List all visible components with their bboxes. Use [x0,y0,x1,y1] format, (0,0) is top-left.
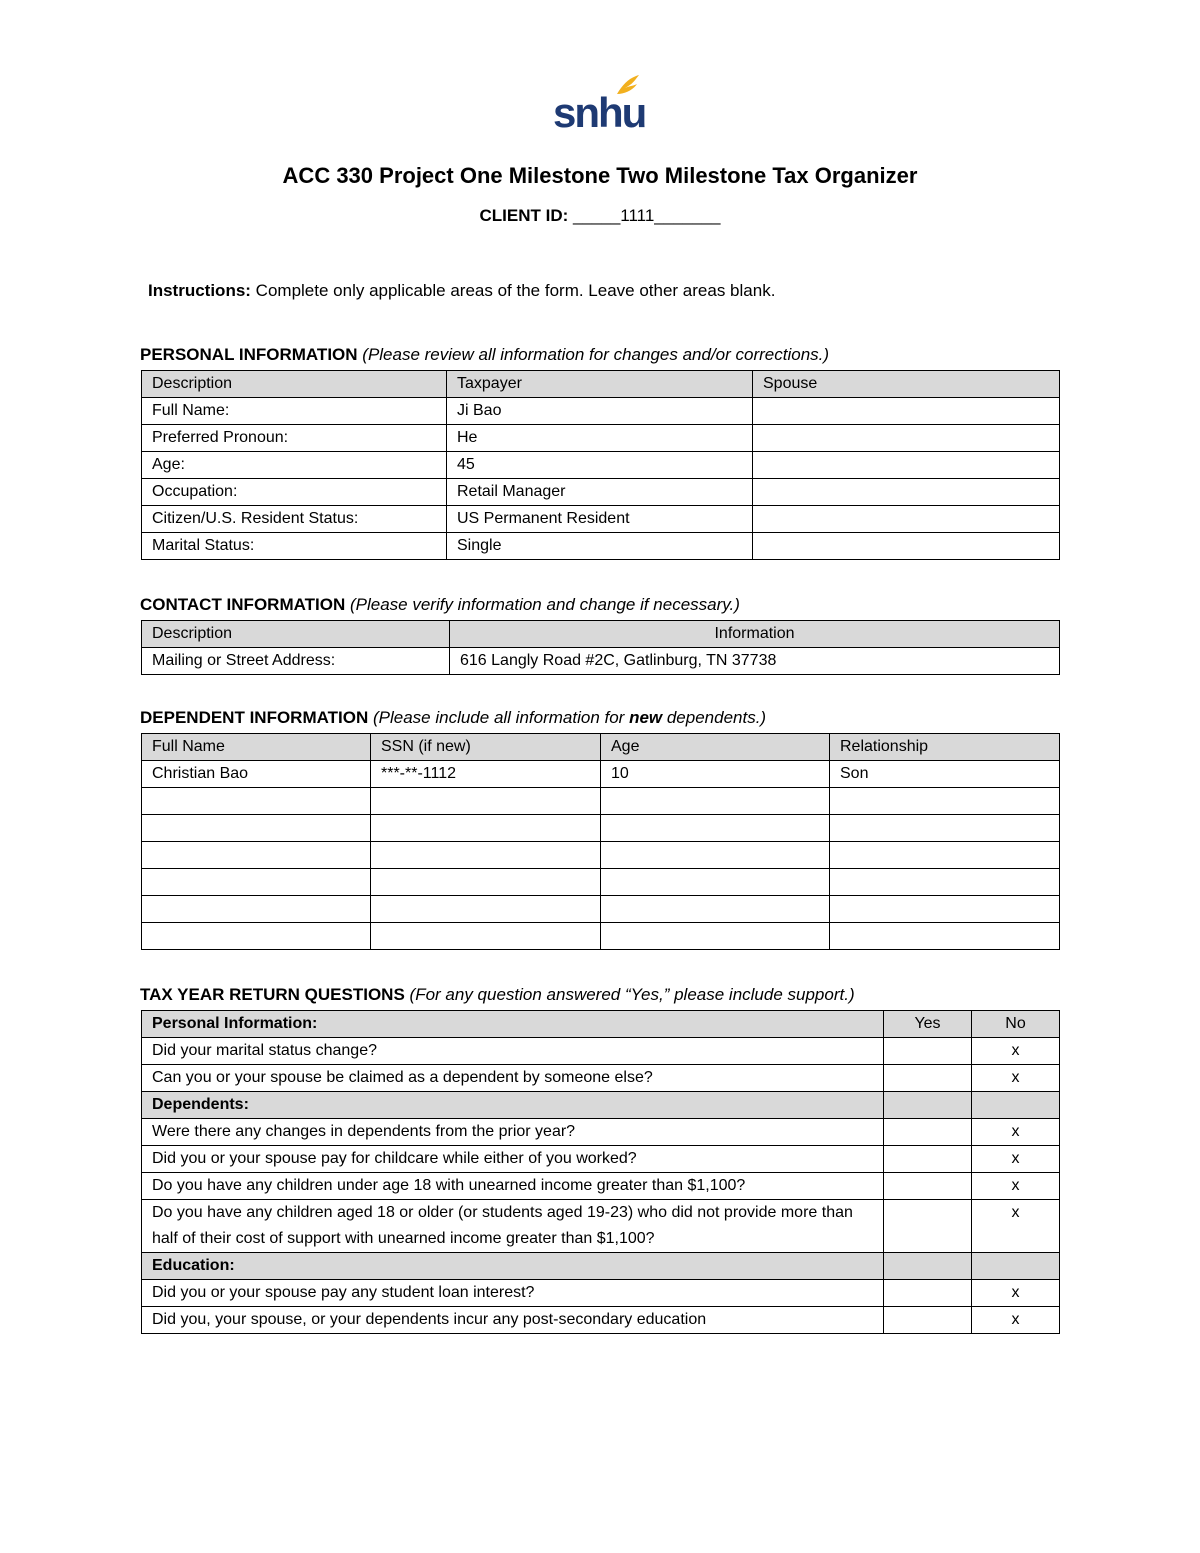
column-header: Age [601,734,830,761]
table-row [142,815,1060,842]
column-header: Relationship [830,734,1060,761]
dependent-age[interactable] [601,923,830,950]
table-row [142,425,1060,452]
category-blank-cell [972,1253,1060,1280]
dependent-ssn[interactable] [371,923,601,950]
tax-year-heading-text: TAX YEAR RETURN QUESTIONS [140,985,405,1004]
dependent-ssn[interactable] [371,788,601,815]
question-text: Did you or your spouse pay any student loan interest? [142,1280,884,1307]
no-column-header: No [972,1011,1060,1038]
dependent-name[interactable] [142,869,371,896]
table-row [142,896,1060,923]
question-row [142,1119,1060,1146]
taxpayer-value[interactable]: 45 [447,452,753,479]
dependent-heading-text: DEPENDENT INFORMATION [140,708,369,727]
tax-year-heading [140,984,855,1006]
dependent-heading-note [373,708,766,727]
dependent-info-table [141,733,1060,950]
dependent-age[interactable] [601,842,830,869]
note-part: dependents.) [662,708,767,727]
document-title: ACC 330 Project One Milestone Two Milestone Tax Organizer [282,163,918,188]
question-text: Do you have any children aged 18 or older (or students aged 19-23) who did not provide more than half of their cost of support with unearned income greater than $1,100? [142,1200,884,1253]
taxpayer-value[interactable]: Ji Bao [447,398,753,425]
table-row [142,788,1060,815]
column-header: Description [142,621,450,648]
dependent-name[interactable] [142,788,371,815]
question-text: Did you, your spouse, or your dependents incur any post-secondary education [142,1307,884,1334]
taxpayer-value[interactable]: US Permanent Resident [447,506,753,533]
yes-answer-cell[interactable] [884,1065,972,1092]
yes-answer-cell[interactable] [884,1038,972,1065]
yes-column-header: Yes [884,1011,972,1038]
dependent-age[interactable] [601,869,830,896]
column-header: Description [142,371,447,398]
table-row [142,869,1060,896]
question-text: Do you have any children under age 18 with unearned income greater than $1,100? [142,1173,884,1200]
table-header-row [142,371,1060,398]
personal-heading-note: (Please review all information for changes and/or corrections.) [362,345,830,364]
table-row [142,761,1060,788]
personal-heading-text: PERSONAL INFORMATION [140,345,358,364]
dependent-name[interactable] [142,923,371,950]
client-id-value: _____1111_______ [573,206,721,225]
note-part: (Please include all information for [372,708,630,727]
taxpayer-value[interactable]: He [447,425,753,452]
table-header-row [142,734,1060,761]
dependent-ssn[interactable]: ***-**-1112 [371,761,601,788]
dependent-ssn[interactable] [371,815,601,842]
yes-answer-cell[interactable] [884,1173,972,1200]
dependent-name[interactable] [142,896,371,923]
note-emphasis: new [629,708,663,727]
category-row-education [142,1253,1060,1280]
category-blank-cell [972,1092,1060,1119]
question-text: Did your marital status change? [142,1038,884,1065]
spouse-value[interactable] [753,479,1060,506]
no-answer-cell[interactable]: x [972,1307,1060,1334]
contact-heading-text: CONTACT INFORMATION [140,595,346,614]
category-label: Personal Information: [142,1011,884,1038]
table-row [142,842,1060,869]
contact-info-table [141,620,1060,675]
yes-answer-cell[interactable] [884,1146,972,1173]
dependent-relationship[interactable] [830,869,1060,896]
question-row [142,1280,1060,1307]
field-label: Full Name: [142,398,447,425]
category-row-dependents [142,1092,1060,1119]
question-text: Can you or your spouse be claimed as a dependent by someone else? [142,1065,884,1092]
spouse-value[interactable] [753,506,1060,533]
dependent-relationship[interactable]: Son [830,761,1060,788]
category-label: Dependents: [142,1092,884,1119]
no-answer-cell[interactable]: x [972,1173,1060,1200]
category-blank-cell [884,1253,972,1280]
dependent-age[interactable] [601,788,830,815]
yes-answer-cell[interactable] [884,1307,972,1334]
dependent-relationship[interactable] [830,842,1060,869]
dependent-ssn[interactable] [371,896,601,923]
dependent-relationship[interactable] [830,896,1060,923]
table-row [142,398,1060,425]
spouse-value[interactable] [753,425,1060,452]
category-label: Education: [142,1253,884,1280]
field-label: Occupation: [142,479,447,506]
personal-info-heading [140,344,829,366]
taxpayer-value[interactable]: Retail Manager [447,479,753,506]
instructions [148,279,775,303]
contact-info-heading [140,594,740,616]
question-row [142,1307,1060,1334]
table-row [142,923,1060,950]
table-row [142,506,1060,533]
question-row [142,1200,1060,1253]
table-row [142,452,1060,479]
no-answer-cell[interactable]: x [972,1146,1060,1173]
spouse-value[interactable] [753,452,1060,479]
field-label: Marital Status: [142,533,447,560]
spouse-value[interactable] [753,533,1060,560]
dependent-name[interactable] [142,842,371,869]
field-label: Preferred Pronoun: [142,425,447,452]
dependent-age[interactable]: 10 [601,761,830,788]
dependent-relationship[interactable] [830,788,1060,815]
client-id [0,204,1200,228]
spouse-value[interactable] [753,398,1060,425]
no-answer-cell[interactable]: x [972,1280,1060,1307]
field-label: Mailing or Street Address: [142,648,450,675]
no-answer-cell[interactable]: x [972,1065,1060,1092]
taxpayer-value[interactable]: Single [447,533,753,560]
column-header: Full Name [142,734,371,761]
contact-heading-note: (Please verify information and change if necessary.) [349,595,740,614]
dependent-ssn[interactable] [371,842,601,869]
no-answer-cell[interactable]: x [972,1200,1060,1253]
logo-wordmark: snhu [553,89,646,136]
question-row [142,1038,1060,1065]
no-answer-cell[interactable]: x [972,1119,1060,1146]
dependent-relationship[interactable] [830,815,1060,842]
dependent-name[interactable] [142,815,371,842]
dependent-relationship[interactable] [830,923,1060,950]
column-header: Information [450,621,1060,648]
column-header: Taxpayer [447,371,753,398]
question-row [142,1173,1060,1200]
category-row-personal [142,1011,1060,1038]
dependent-info-heading [140,707,766,729]
table-header-row [142,621,1060,648]
address-value[interactable]: 616 Langly Road #2C, Gatlinburg, TN 37738 [450,648,1060,675]
yes-answer-cell[interactable] [884,1119,972,1146]
field-label: Citizen/U.S. Resident Status: [142,506,447,533]
instructions-text: Complete only applicable areas of the form. Leave other areas blank. [250,281,776,300]
personal-info-table [141,370,1060,560]
tax-year-heading-note: (For any question answered “Yes,” please include support.) [409,985,855,1004]
dependent-name[interactable]: Christian Bao [142,761,371,788]
table-row [142,479,1060,506]
table-row [142,648,1060,675]
question-row [142,1065,1060,1092]
column-header: SSN (if new) [371,734,601,761]
table-row [142,533,1060,560]
question-row [142,1146,1060,1173]
field-label: Age: [142,452,447,479]
yes-answer-cell[interactable] [884,1200,972,1253]
dependent-age[interactable] [601,896,830,923]
column-header: Spouse [753,371,1060,398]
instructions-label: Instructions: [148,281,251,300]
question-text: Did you or your spouse pay for childcare while either of you worked? [142,1146,884,1173]
category-blank-cell [884,1092,972,1119]
dependent-age[interactable] [601,815,830,842]
snhu-logo [553,74,646,136]
yes-answer-cell[interactable] [884,1280,972,1307]
dependent-ssn[interactable] [371,869,601,896]
question-text: Were there any changes in dependents from the prior year? [142,1119,884,1146]
client-id-label: CLIENT ID: [479,206,569,225]
tax-year-questions-table [141,1010,1060,1334]
no-answer-cell[interactable]: x [972,1038,1060,1065]
